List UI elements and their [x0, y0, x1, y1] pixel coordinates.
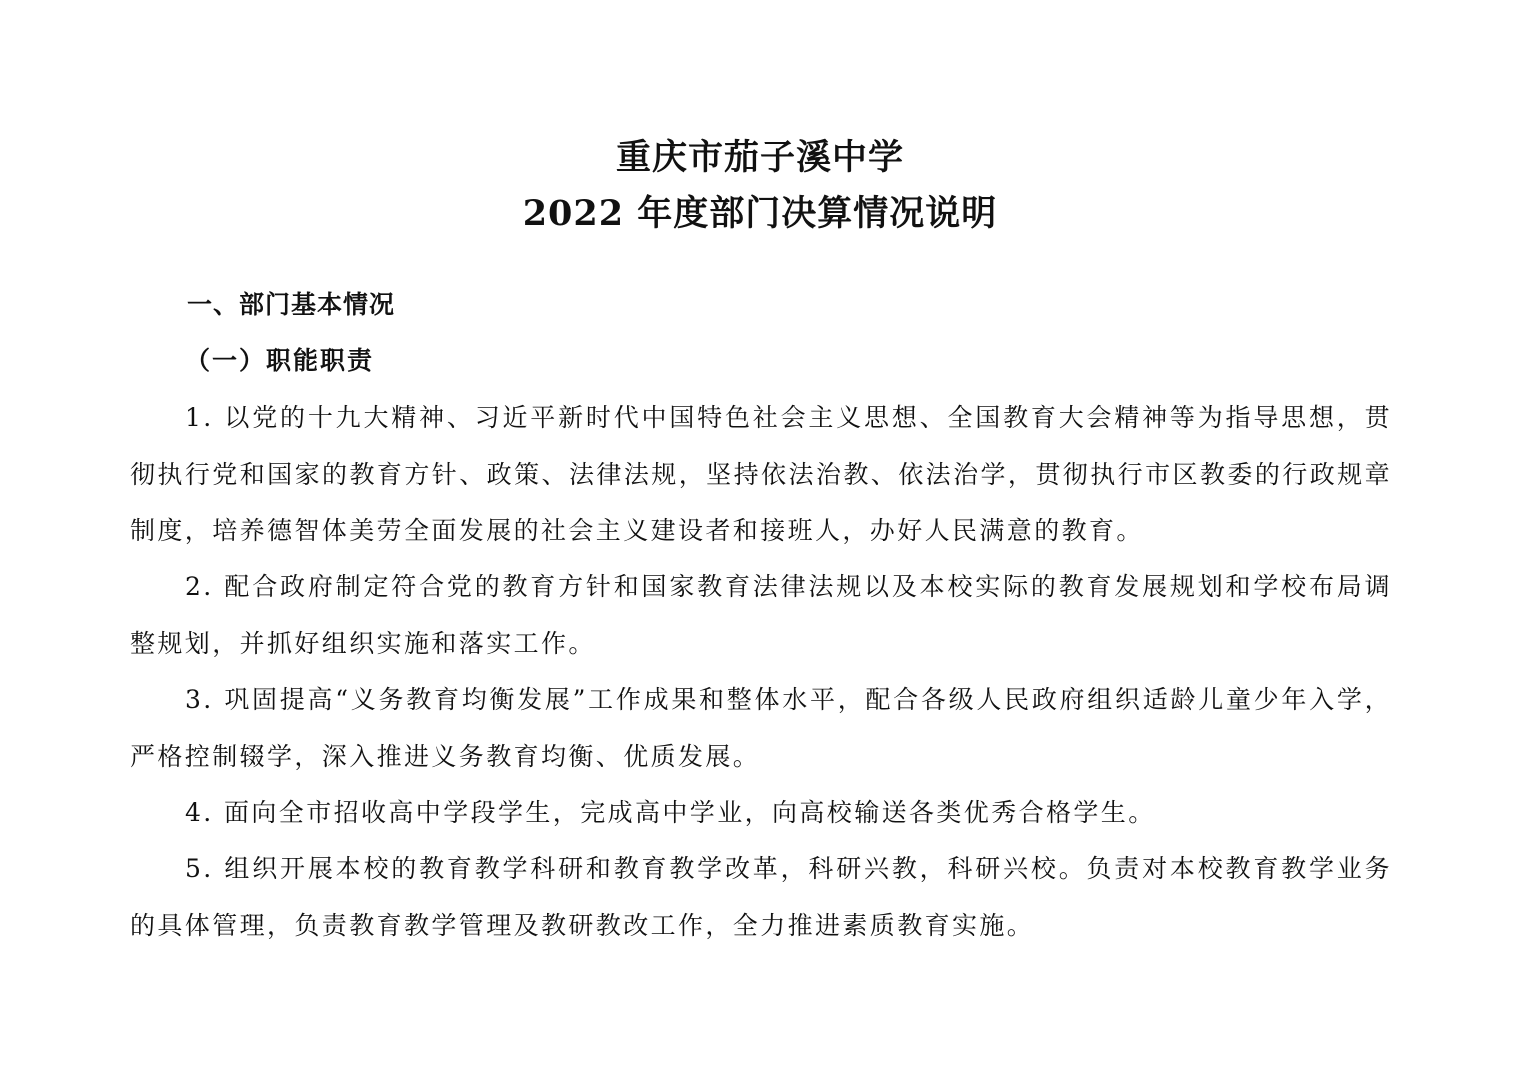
subsection-heading-duties: （一）职能职责 — [185, 346, 375, 375]
duty-paragraph-1: 1. 以党的十九大精神、习近平新时代中国特色社会主义思想、全国教育大会精神等为指导思想，贯彻执行党和国家的教育方针、政策、法律法规，坚持依法治教、依法治学，贯彻执行市区教委的行政规章制度，培养德智体美劳全面发展的社会主义建设者和接班人，办好人民满意的教育。 — [130, 403, 1392, 545]
duty-paragraph-3: 3. 巩固提高“义务教育均衡发展”工作成果和整体水平，配合各级人民政府组织适龄儿童少年入学，严格控制辍学，深入推进义务教育均衡、优质发展。 — [130, 685, 1392, 771]
document-title-line1: 重庆市茄子溪中学 — [615, 137, 904, 178]
section-heading-basic-info: 一、部门基本情况 — [187, 290, 396, 319]
duty-paragraph-2: 2. 配合政府制定符合党的教育方针和国家教育法律法规以及本校实际的教育发展规划和学校布局调整规划，并抓好组织实施和落实工作。 — [130, 572, 1392, 658]
document-title-line2: 2022 年度部门决算情况说明 — [522, 193, 998, 234]
duty-paragraph-5: 5. 组织开展本校的教育教学科研和教育教学改革，科研兴教，科研兴校。负责对本校教育教学业务的具体管理，负责教育教学管理及教研教改工作，全力推进素质教育实施。 — [130, 854, 1392, 940]
duty-paragraph-4: 4. 面向全市招收高中学段学生，完成高中学业，向高校输送各类优秀合格学生。 — [185, 798, 1156, 827]
